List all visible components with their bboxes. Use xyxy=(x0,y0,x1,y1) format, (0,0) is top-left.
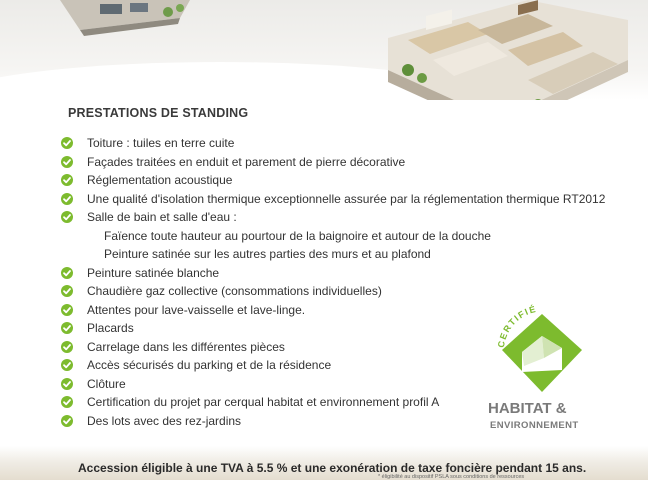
feature-item-text: Une qualité d'isolation thermique exceptionnelle assurée par la réglementation thermique RT2012 xyxy=(87,191,606,206)
footnote-text: * éligibilité au dispositif PSLA sous conditions de ressources xyxy=(378,474,525,480)
check-icon xyxy=(61,359,73,371)
feature-item-text: Placards xyxy=(87,321,134,335)
feature-item-text: Faïence toute hauteur au pourtour de la baignoire et autour de la douche xyxy=(104,228,491,243)
feature-item-text: Certification du projet par cerqual habitat et environnement profil A xyxy=(87,395,440,409)
feature-item xyxy=(60,153,620,172)
feature-item-text: Chaudière gaz collective (consommations individuelles) xyxy=(87,284,382,298)
feature-item xyxy=(60,190,620,209)
check-icon xyxy=(61,193,73,205)
tax-eligibility-text: Accession éligible à une TVA à 5.5 % et une exonération de taxe foncière pendant 15 ans. xyxy=(78,461,587,475)
badge-certifie-text: CERTIFIÉ xyxy=(495,303,538,349)
feature-item-text: Façades traitées en enduit et parement de pierre décorative xyxy=(87,154,406,169)
feature-item-text: Clôture xyxy=(87,376,126,391)
check-icon xyxy=(61,415,73,427)
check-icon xyxy=(61,304,73,316)
feature-item xyxy=(60,227,620,246)
check-icon xyxy=(61,211,73,223)
feature-item xyxy=(60,134,620,153)
feature-item xyxy=(60,208,620,227)
feature-item xyxy=(60,264,620,283)
check-icon xyxy=(61,322,73,334)
feature-item-text: Carrelage dans les différentes pièces xyxy=(87,339,285,354)
feature-item-text: Réglementation acoustique xyxy=(87,173,233,187)
badge-line2: ENVIRONNEMENT xyxy=(490,420,579,431)
feature-item-text: Peinture satinée sur les autres parties des murs et au plafond xyxy=(104,247,431,261)
check-icon xyxy=(61,267,73,279)
section-title: PRESTATIONS DE STANDING xyxy=(68,106,249,120)
feature-item xyxy=(60,171,620,190)
check-icon xyxy=(61,285,73,297)
feature-item-text: Attentes pour lave-vaisselle et lave-linge. xyxy=(87,302,306,317)
feature-item-text: Salle de bain et salle d'eau : xyxy=(87,210,237,224)
check-icon xyxy=(61,174,73,186)
header-image-band xyxy=(0,0,648,100)
feature-item-text: Peinture satinée blanche xyxy=(87,265,220,280)
habitat-environnement-certification-badge xyxy=(482,300,612,440)
apartment-3d-plan xyxy=(378,0,628,100)
feature-item-text: Des lots avec des rez-jardins xyxy=(87,413,242,428)
check-icon xyxy=(61,137,73,149)
check-icon xyxy=(61,396,73,408)
feature-item-text: Accès sécurisés du parking et de la résidence xyxy=(87,358,332,372)
feature-item-text: Toiture : tuiles en terre cuite xyxy=(87,136,235,150)
check-icon xyxy=(61,156,73,168)
check-icon xyxy=(61,378,73,390)
feature-item xyxy=(60,282,620,301)
building-render-left xyxy=(60,0,190,40)
badge-line1: HABITAT & xyxy=(488,400,567,417)
check-icon xyxy=(61,341,73,353)
feature-item xyxy=(60,245,620,264)
